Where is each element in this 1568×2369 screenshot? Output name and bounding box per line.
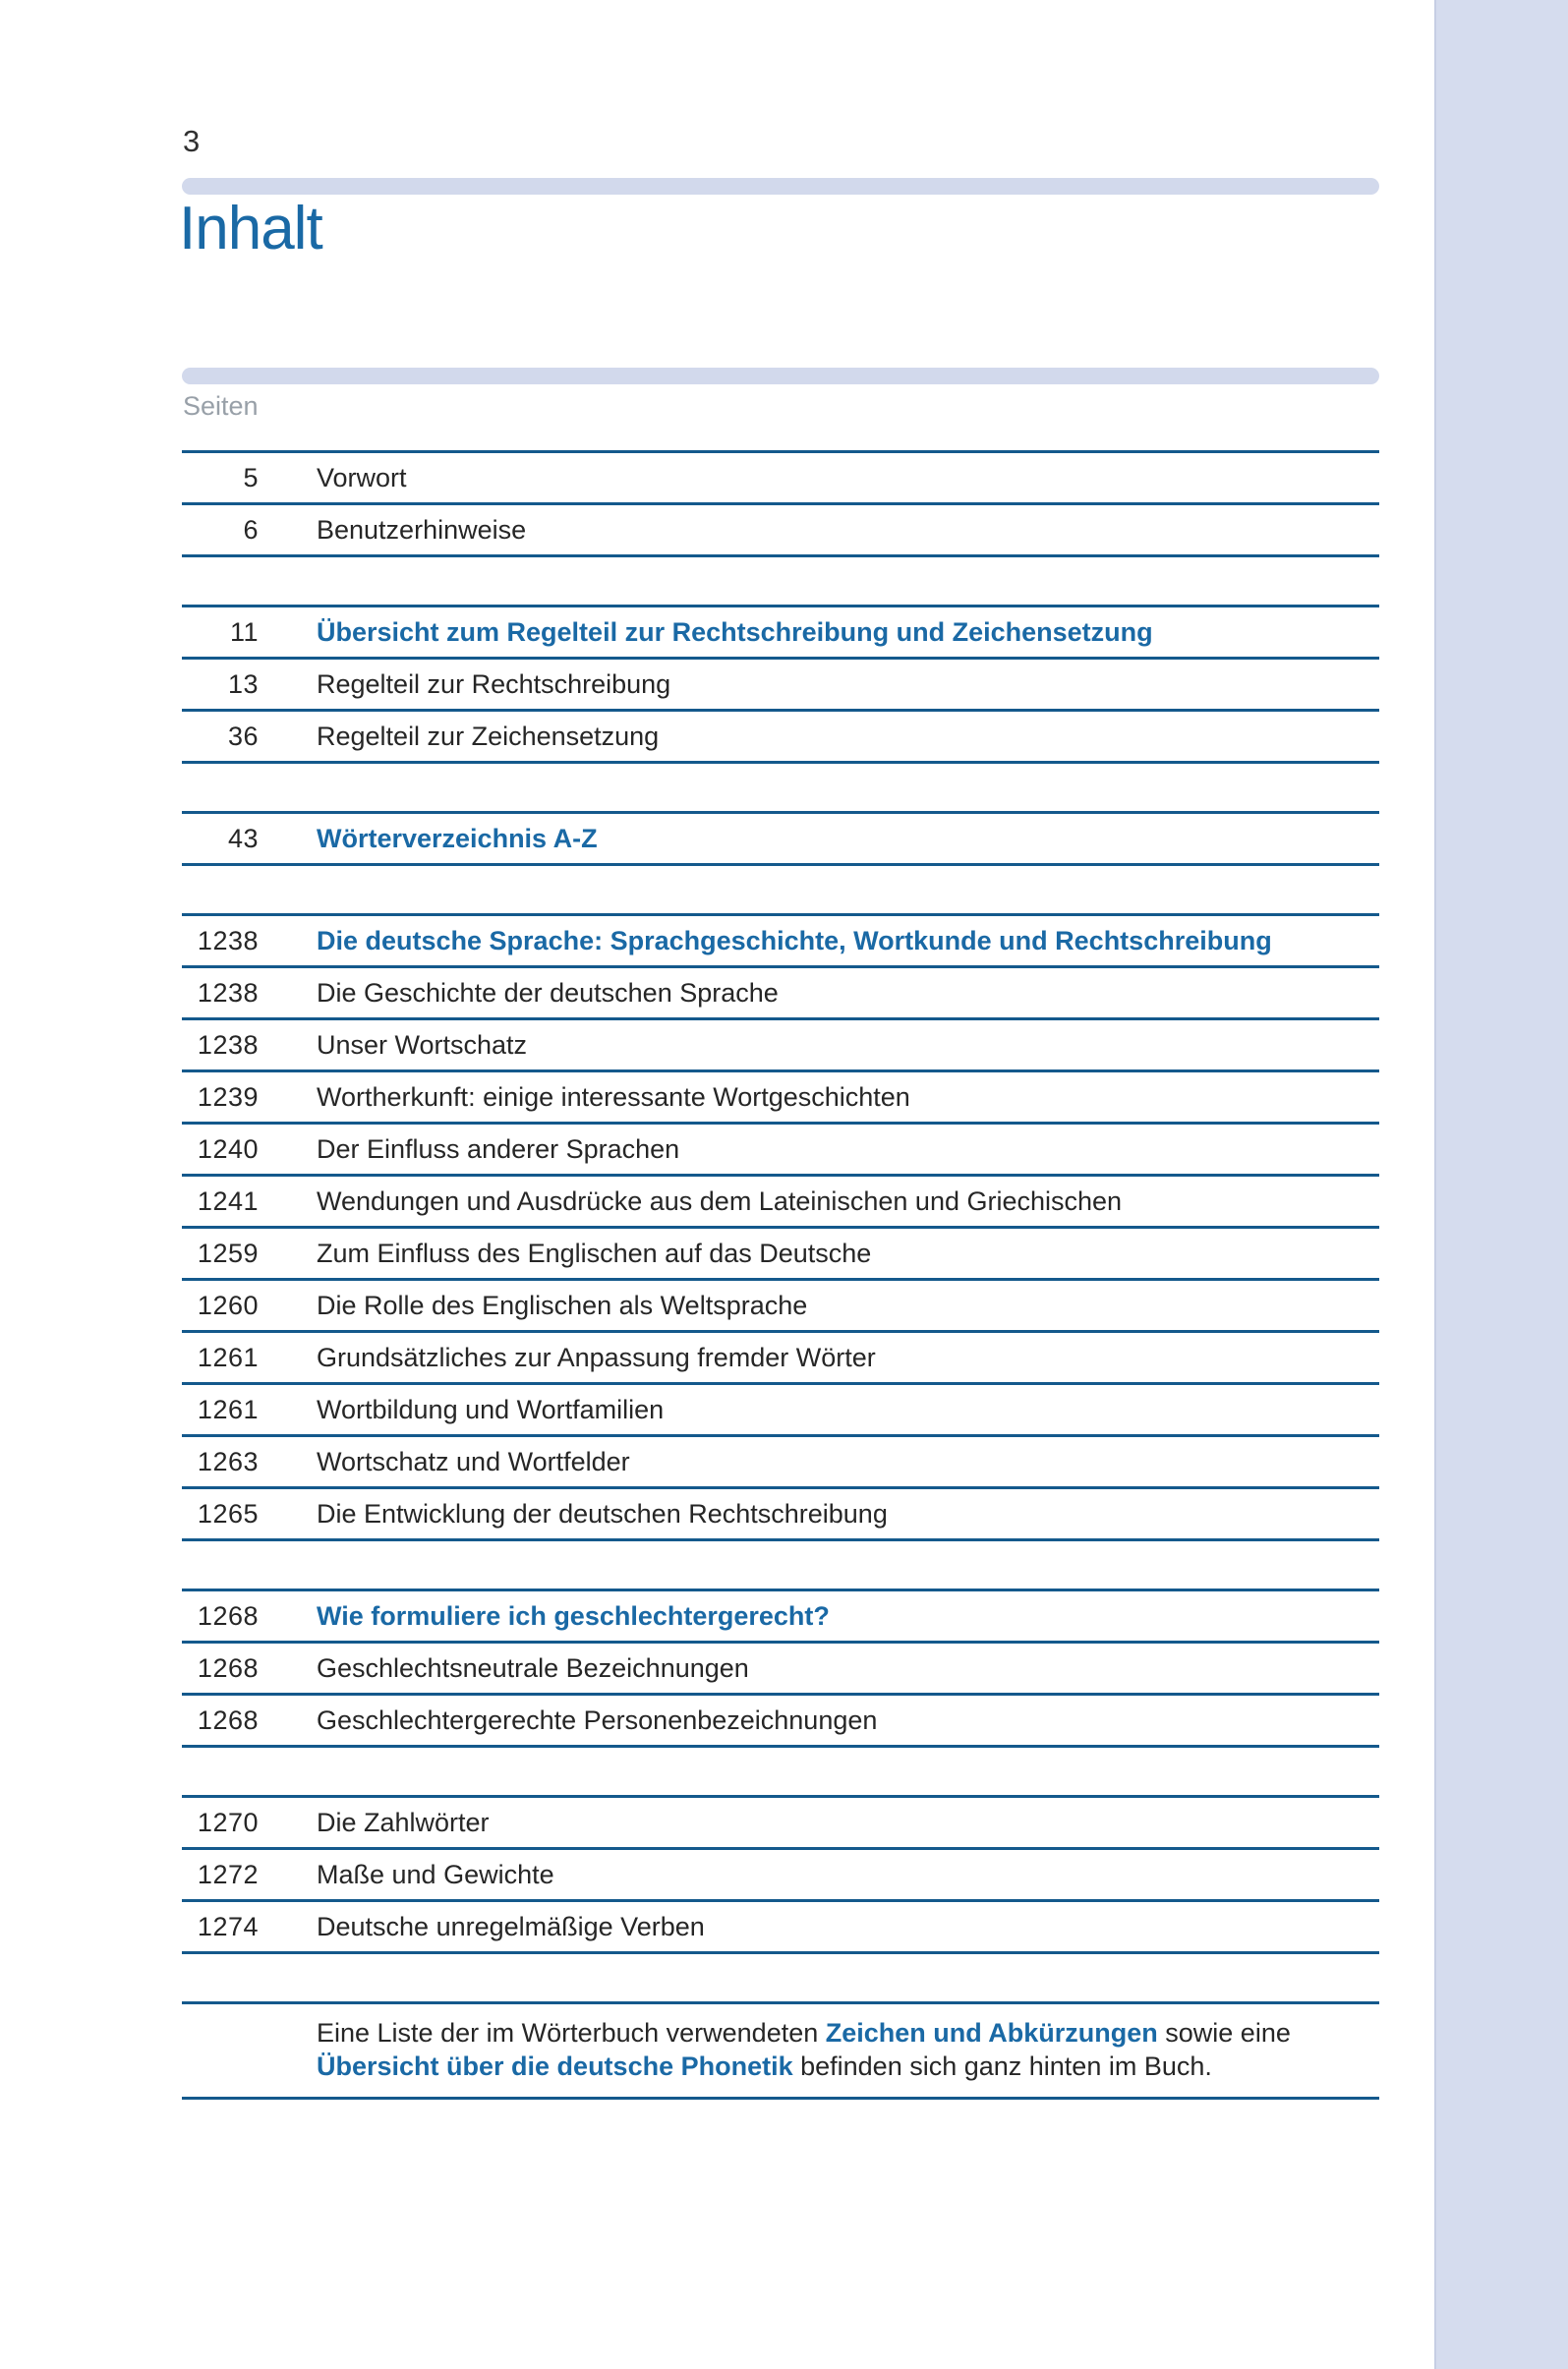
toc-page-number: 1259 — [197, 1238, 259, 1268]
toc-row — [182, 1847, 1379, 1899]
toc-row — [182, 502, 1379, 554]
toc-row — [182, 1069, 1379, 1122]
toc-entry-title: Wortherkunft: einige interessante Wortgeschichten — [317, 1081, 910, 1112]
toc-page-number: 1270 — [197, 1807, 259, 1837]
toc-entry-title: Regelteil zur Zeichensetzung — [317, 721, 660, 751]
toc-page-number: 1238 — [197, 925, 259, 955]
toc-row — [182, 1899, 1379, 1951]
toc-row — [182, 811, 1379, 863]
toc-entry-title: Die Entwicklung der deutschen Rechtschreibung — [317, 1498, 888, 1529]
toc-page-number: 1268 — [197, 1652, 259, 1683]
toc-row — [182, 450, 1379, 502]
toc-row — [182, 605, 1379, 657]
toc-row — [182, 1589, 1379, 1641]
pages-column-header: Seiten — [183, 391, 259, 421]
toc-section — [182, 1589, 1379, 1748]
toc-entry-title: Wendungen und Ausdrücke aus dem Lateinischen und Griechischen — [317, 1185, 1123, 1216]
toc-row — [182, 1017, 1379, 1069]
toc-page-number: 6 — [243, 514, 259, 545]
toc-page-number: 1239 — [197, 1081, 259, 1112]
toc-page-number: 1261 — [197, 1394, 259, 1424]
toc-section — [182, 450, 1379, 557]
toc-row — [182, 1174, 1379, 1226]
toc-page-number: 1241 — [197, 1185, 259, 1216]
toc-entry-title: Maße und Gewichte — [317, 1859, 554, 1889]
toc-row — [182, 913, 1379, 965]
toc-row — [182, 1278, 1379, 1330]
toc-entry-title: Geschlechtsneutrale Bezeichnungen — [317, 1652, 749, 1683]
toc-row — [182, 1330, 1379, 1382]
toc-row — [182, 1434, 1379, 1486]
toc-page-number: 1238 — [197, 1029, 259, 1060]
toc-entry-title: Die Geschichte der deutschen Sprache — [317, 977, 779, 1008]
toc-page-number: 11 — [229, 616, 259, 647]
toc-page-number: 1268 — [197, 1600, 259, 1631]
toc-entry-title: Geschlechtergerechte Personenbezeichnungen — [317, 1705, 878, 1735]
toc-page-number: 36 — [227, 721, 259, 751]
toc-entry-title: Vorwort — [317, 462, 407, 492]
toc-row — [182, 1226, 1379, 1278]
toc-page-number: 1265 — [197, 1498, 259, 1529]
toc-section — [182, 1795, 1379, 1954]
divider-bar-middle — [182, 368, 1379, 384]
toc-entry-title: Die deutsche Sprache: Sprachgeschichte, Wortkunde und Rechtschreibung — [317, 925, 1272, 955]
footer-note — [182, 2001, 1379, 2100]
note-highlight-zeichen-abkuerzungen: Zeichen und Abkürzungen — [825, 2018, 1158, 2048]
toc-entry-title: Der Einfluss anderer Sprachen — [317, 1133, 680, 1164]
page-edge-band — [1434, 0, 1568, 2369]
toc-section — [182, 811, 1379, 866]
toc-page-number: 1260 — [197, 1290, 259, 1320]
toc-section — [182, 913, 1379, 1541]
toc-row — [182, 1486, 1379, 1538]
toc-entry-title: Wortschatz und Wortfelder — [317, 1446, 630, 1476]
toc-entry-title: Regelteil zur Rechtschreibung — [317, 668, 671, 699]
toc-entry-title: Zum Einfluss des Englischen auf das Deutsche — [317, 1238, 872, 1268]
toc-entry-title: Wortbildung und Wortfamilien — [317, 1394, 665, 1424]
toc-page-number: 1261 — [197, 1342, 259, 1372]
toc-entry-title: Übersicht zum Regelteil zur Rechtschreibung und Zeichensetzung — [317, 616, 1153, 647]
note-text: befinden sich ganz hinten im Buch. — [792, 2051, 1212, 2081]
toc-page-number: 1263 — [197, 1446, 259, 1476]
toc-row — [182, 709, 1379, 761]
toc-page-number: 1238 — [197, 977, 259, 1008]
toc-entry-title: Unser Wortschatz — [317, 1029, 528, 1060]
toc-row — [182, 1693, 1379, 1745]
toc-row — [182, 1122, 1379, 1174]
toc-section — [182, 605, 1379, 764]
toc-row — [182, 1382, 1379, 1434]
toc-page-number: 1272 — [197, 1859, 259, 1889]
note-highlight-phonetik: Übersicht über die deutsche Phonetik — [317, 2051, 793, 2081]
divider-bar-top — [182, 178, 1379, 195]
toc-entry-title: Die Zahlwörter — [317, 1807, 490, 1837]
toc-entry-title: Die Rolle des Englischen als Weltsprache — [317, 1290, 808, 1320]
toc-page-number: 1240 — [197, 1133, 259, 1164]
toc-row — [182, 657, 1379, 709]
folio-page-number: 3 — [183, 124, 201, 158]
toc-page-number: 1268 — [197, 1705, 259, 1735]
toc-entry-title: Wie formuliere ich geschlechtergerecht? — [317, 1600, 830, 1631]
toc-row — [182, 1641, 1379, 1693]
toc-page-number: 43 — [227, 823, 259, 853]
toc-page-number: 13 — [227, 668, 259, 699]
toc-entry-title: Deutsche unregelmäßige Verben — [317, 1911, 705, 1941]
toc-page-number: 1274 — [197, 1911, 259, 1941]
toc-entry-title: Wörterverzeichnis A-Z — [317, 823, 598, 853]
toc-page-number: 5 — [243, 462, 259, 492]
toc-row — [182, 1795, 1379, 1847]
toc-row — [182, 965, 1379, 1017]
toc-entry-title: Benutzerhinweise — [317, 514, 527, 545]
page-title: Inhalt — [179, 195, 322, 262]
toc-entry-title: Grundsätzliches zur Anpassung fremder Wörter — [317, 1342, 876, 1372]
toc — [182, 450, 1379, 2100]
note-text: Eine Liste der im Wörterbuch verwendeten — [317, 2018, 826, 2048]
note-text: sowie eine — [1157, 2018, 1291, 2048]
